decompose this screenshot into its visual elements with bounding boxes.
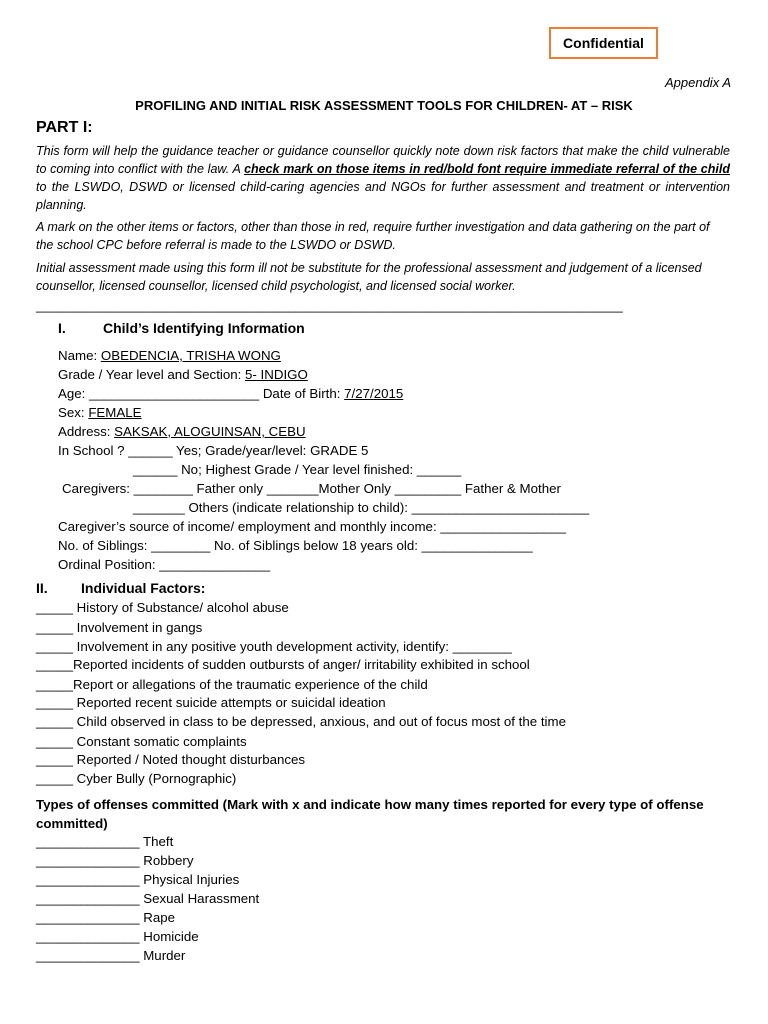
caregivers-field: Caregivers: ________ Father only _______Mother Only _________ Father & Mother <box>62 481 561 496</box>
section2-title: Individual Factors: <box>81 580 206 596</box>
name-field: Name: OBEDENCIA, TRISHA WONG <box>58 348 281 363</box>
caregivers-others-field: _______ Others (indicate relationship to child): ________________________ <box>133 500 590 515</box>
appendix-label: Appendix A <box>664 75 731 90</box>
not-in-school-field: ______ No; Highest Grade / Year level finished: ______ <box>133 462 462 477</box>
dob-value: 7/27/2015 <box>344 386 404 401</box>
name-value: OBEDENCIA, TRISHA WONG <box>100 348 281 363</box>
page-title: PROFILING AND INITIAL RISK ASSESSMENT TOOLS FOR CHILDREN- AT – RISK <box>135 98 633 113</box>
offenses-heading-line1: Types of offenses committed (Mark with x and indicate how many times reported for every type of offense <box>36 797 704 812</box>
offenses-heading-line2: committed) <box>36 816 108 831</box>
address-field: Address: SAKSAK, ALOGUINSAN, CEBU <box>58 424 306 439</box>
grade-value: 5- INDIGO <box>245 367 308 382</box>
factor-item: _____ Child observed in class to be depressed, anxious, and out of focus most of the time <box>36 714 566 729</box>
income-field: Caregiver’s source of income/ employment and monthly income: _________________ <box>58 519 567 534</box>
offense-item: ______________ Robbery <box>36 853 194 868</box>
section1-title: Child’s Identifying Information <box>103 320 305 336</box>
offense-item: ______________ Murder <box>36 948 186 963</box>
offense-item: ______________ Rape <box>36 910 176 925</box>
referral-emphasis: check mark on those items in red/bold font require immediate referral of the child <box>244 162 730 176</box>
factor-item: _____ Involvement in any positive youth development activity, identify: ________ <box>36 639 512 654</box>
part-heading: PART I: <box>36 119 93 136</box>
confidential-label: Confidential <box>563 35 644 51</box>
offense-item: ______________ Sexual Harassment <box>36 891 260 906</box>
offense-item: ______________ Physical Injuries <box>36 872 240 887</box>
factor-item: _____ History of Substance/ alcohol abuse <box>36 600 289 615</box>
intro-paragraph-1: This form will help the guidance teacher or guidance counsellor quickly note down risk factors that make the child vulnerable to coming into conflict with the law. A check mark on those items in red/bold font require immediate referral of the child to the LSWDO, DSWD or licensed child-caring agencies and NGOs for further assessment and treatment or intervention planning. <box>36 144 730 212</box>
factor-item: _____ Cyber Bully (Pornographic) <box>36 771 237 786</box>
offense-item: ______________ Theft <box>36 834 174 849</box>
section1-number: I. <box>58 320 66 336</box>
factor-item: _____ Reported / Noted thought disturbances <box>36 752 306 767</box>
confidential-box <box>549 27 658 59</box>
factor-item: _____Reported incidents of sudden outbursts of anger/ irritability exhibited in school <box>36 657 530 672</box>
factor-item: _____ Reported recent suicide attempts or suicidal ideation <box>36 695 386 710</box>
section2-number: II. <box>36 580 48 596</box>
ordinal-position-field: Ordinal Position: _______________ <box>58 557 271 572</box>
sex-field: Sex: FEMALE <box>58 405 142 420</box>
offense-item: ______________ Homicide <box>36 929 199 944</box>
intro-paragraph-3: Initial assessment made using this form ill not be substitute for the professional assessment and judgement of a licensed counsellor, licensed counsellor, licensed child psychologist, and licensed social worker. <box>36 261 702 293</box>
intro-paragraph-2: A mark on the other items or factors, other than those in red, require further investigation and data gathering on the part of the school CPC before referral is made to the LSWDO or DSWD. <box>36 220 710 252</box>
address-value: SAKSAK, ALOGUINSAN, CEBU <box>114 424 306 439</box>
siblings-field: No. of Siblings: ________ No. of Siblings below 18 years old: _______________ <box>58 538 533 553</box>
sex-value: FEMALE <box>88 405 142 420</box>
in-school-field: In School ? ______ Yes; Grade/year/level: GRADE 5 <box>58 443 369 458</box>
factor-item: _____ Constant somatic complaints <box>36 734 247 749</box>
factor-item: _____ Involvement in gangs <box>36 620 203 635</box>
age-dob-field: Age: _______________________ Date of Birth: 7/27/2015 <box>58 386 404 401</box>
divider-rule: _______________________________________________________________________________ <box>36 298 623 313</box>
grade-field: Grade / Year level and Section: 5- INDIGO <box>58 367 308 382</box>
factor-item: _____Report or allegations of the traumatic experience of the child <box>36 677 428 692</box>
